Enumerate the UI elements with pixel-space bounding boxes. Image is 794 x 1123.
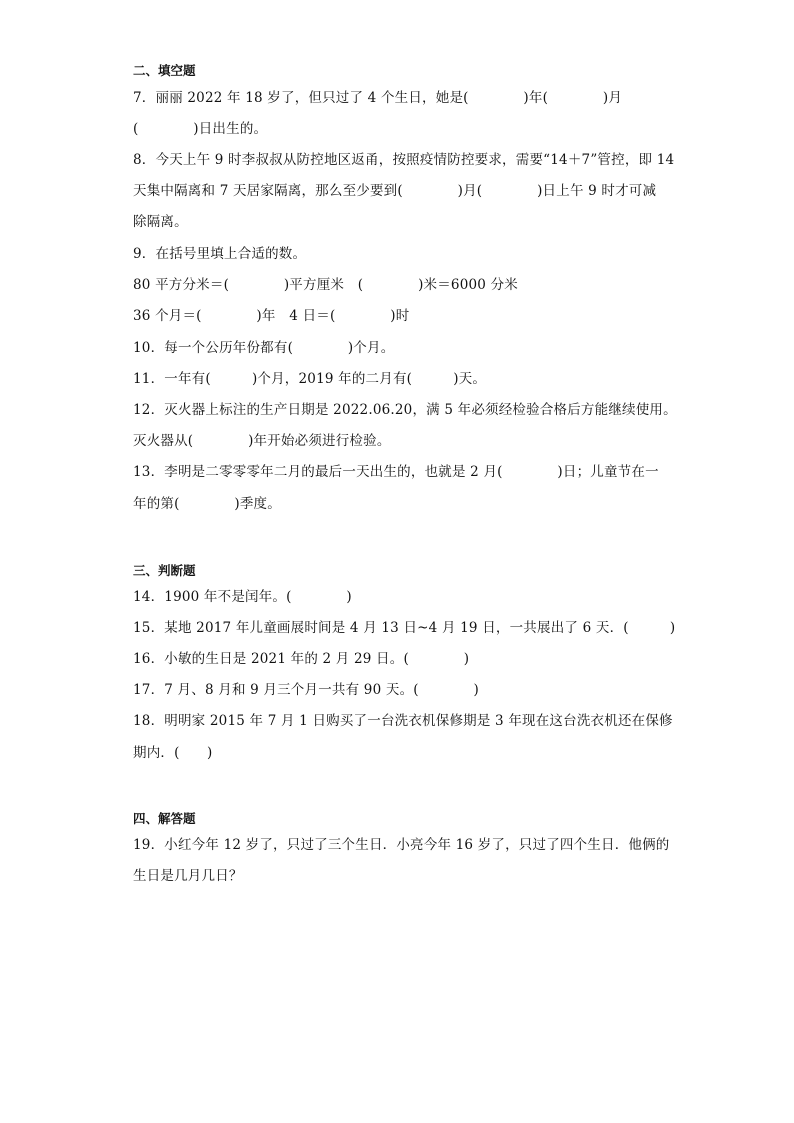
- question-16: 16．小敏的生日是 2021 年的 2 月 29 日。( ): [133, 651, 470, 667]
- question-10: 10．每一个公历年份都有( )个月。: [133, 340, 395, 356]
- question-18-line-2: 期内．( ): [133, 745, 213, 761]
- question-9-line-3: 36 个月＝( )年 4 日＝( )时: [133, 308, 410, 324]
- question-18-line-1: 18．明明家 2015 年 7 月 1 日购买了一台洗衣机保修期是 3 年现在这台洗衣机还在保修: [133, 713, 673, 729]
- question-17: 17．7 月、8 月和 9 月三个月一共有 90 天。( ): [133, 682, 480, 698]
- question-11: 11．一年有( )个月，2019 年的二月有( )天。: [133, 371, 487, 387]
- question-15: 15．某地 2017 年儿童画展时间是 4 月 13 日~4 月 19 日，一共展出了 6 天．( ): [133, 620, 676, 636]
- question-9-line-2: 80 平方分米＝( )平方厘米 ( )米＝6000 分米: [133, 277, 518, 293]
- section-title-solve: 四、解答题: [133, 811, 196, 826]
- question-9-line-1: 9．在括号里填上合适的数。: [133, 246, 307, 262]
- question-7-line-2: ( )日出生的。: [133, 121, 268, 137]
- section-title-true-false: 三、判断题: [133, 563, 196, 578]
- question-19-line-1: 19．小红今年 12 岁了，只过了三个生日．小亮今年 16 岁了，只过了四个生日．他俩的: [133, 837, 670, 853]
- question-8-line-3: 除隔离。: [133, 214, 188, 230]
- question-12-line-1: 12．灭火器上标注的生产日期是 2022.06.20，满 5 年必须经检验合格后方能继续使用。: [133, 402, 677, 418]
- question-8-line-1: 8．今天上午 9 时李叔叔从防控地区返甬，按照疫情防控要求，需要“14＋7”管控，即 14: [133, 152, 675, 168]
- question-8-line-2: 天集中隔离和 7 天居家隔离，那么至少要到( )月( )日上午 9 时才可减: [133, 183, 657, 199]
- question-13-line-1: 13．李明是二零零零年二月的最后一天出生的，也就是 2 月( )日；儿童节在一: [133, 464, 659, 480]
- section-title-fill-blank: 二、填空题: [133, 63, 196, 78]
- question-12-line-2: 灭火器从( )年开始必须进行检验。: [133, 433, 391, 449]
- question-19-line-2: 生日是几月几日？: [133, 868, 243, 884]
- question-13-line-2: 年的第( )季度。: [133, 496, 281, 512]
- question-7-line-1: 7．丽丽 2022 年 18 岁了，但只过了 4 个生日，她是( )年( )月: [133, 90, 623, 106]
- question-14: 14．1900 年不是闰年。( ): [133, 589, 352, 605]
